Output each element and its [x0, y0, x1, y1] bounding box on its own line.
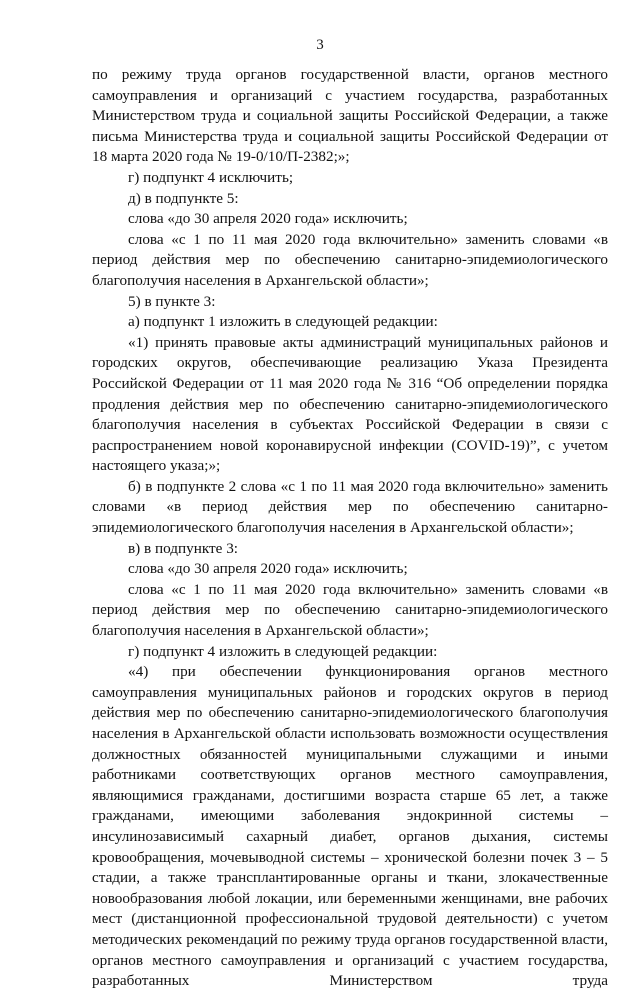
- paragraph-subpoint-d: д) в подпункте 5:: [128, 189, 239, 207]
- paragraph-words-may-replace: слова «с 1 по 11 мая 2020 года включительно» заменить словами «в период действия мер по обеспечению санитарно-эпидемиологического благополучия населения в Архангельской области»;: [92, 230, 608, 289]
- paragraph-words-until-april-30-second: слова «до 30 апреля 2020 года» исключить;: [128, 560, 408, 578]
- paragraph-quoted-subpoint-1: «1) принять правовые акты администраций муниципальных районов и городских округов, обеспечивающие реализацию Указа Президента Российской Федерации от 11 мая 2020 года № 316 “Об определении порядка продления действия мер по обеспечению санитарно-эпидемиологического благополучия населения в субъектах Российской Федерации в связи с распространением новой коронавирусной инфекции (COVID-19)”, с учетом настоящего указа;»;: [92, 333, 608, 475]
- paragraph-subpoint-b: б) в подпункте 2 слова «с 1 по 11 мая 2020 года включительно» заменить словами «в период действия мер по обеспечению санитарно-эпидемиологического благополучия населения в Архангельской области»;: [92, 477, 608, 537]
- paragraph-subpoint-a: а) подпункт 1 изложить в следующей редакции:: [128, 313, 438, 331]
- paragraph-subpoint-g-exclude: г) подпункт 4 исключить;: [128, 168, 294, 186]
- document-body: [92, 65, 608, 992]
- paragraph-quoted-subpoint-4: «4) при обеспечении функционирования органов местного самоуправления муниципальных районов и городских округов в период действия мер по обеспечению санитарно-эпидемиологического благополучия населения в Архангельской области использовать возможности осуществления должностных обязанностей муниципальными служащими и иными работниками соответствующих органов местного самоуправления, являющимися гражданами, достигшими возраста старше 65 лет, а также гражданами, имеющими заболевания эндокринной системы – инсулинозависимый сахарный диабет, органов дыхания, системы кровообращения, мочевыводной системы – хронической болезни почек 3 – 5 стадии, а также трансплантированные органы и ткани, злокачественные новообразования любой локации, или беременными женщинами, вне рабочих мест (дистанционной профессиональной трудовой деятельности) с учетом методических рекомендаций по режиму труда органов государственной власти, органов местного самоуправления и организаций с участием государства, разработанных Министерством труда: [92, 663, 608, 990]
- paragraph-point-3: 5) в пункте 3:: [128, 292, 216, 310]
- paragraph-continuation: по режиму труда органов государственной власти, органов местного самоуправления и организаций с участием государства, разработанных Министерством труда и социальной защиты Российской Федерации, а также письма Министерства труда и социальной защиты Российской Федерации от 18 марта 2020 года № 19-0/10/П-2382;»;: [92, 66, 608, 166]
- page-number: 3: [316, 37, 324, 53]
- paragraph-subpoint-g-new-edition: г) подпункт 4 изложить в следующей редакции:: [128, 642, 438, 660]
- paragraph-subpoint-v: в) в подпункте 3:: [128, 539, 239, 557]
- paragraph-words-until-april-30: слова «до 30 апреля 2020 года» исключить;: [128, 210, 408, 228]
- paragraph-words-may-replace-second: слова «с 1 по 11 мая 2020 года включительно» заменить словами «в период действия мер по обеспечению санитарно-эпидемиологического благополучия населения в Архангельской области»;: [92, 580, 608, 640]
